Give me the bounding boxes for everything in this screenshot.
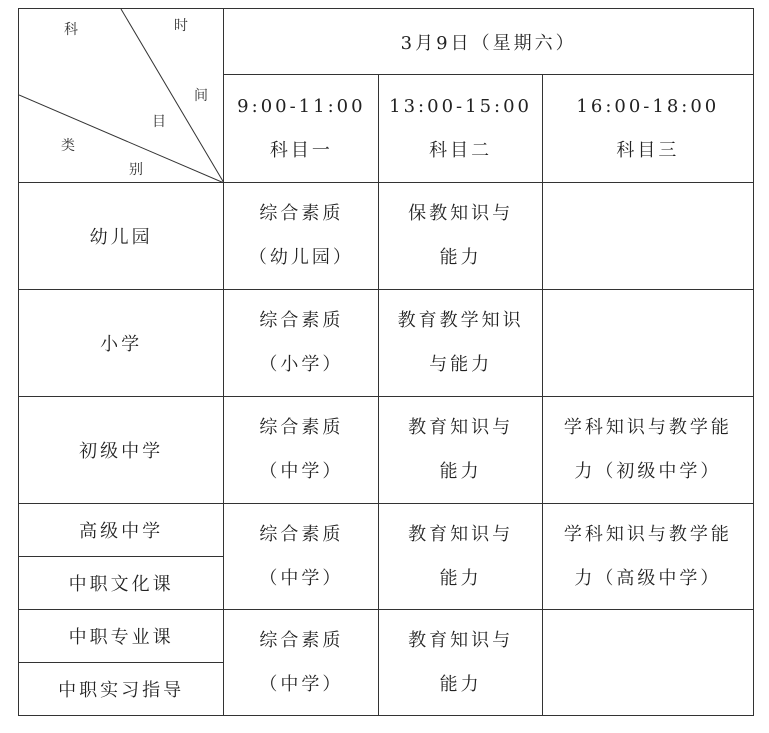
slot-1-subject: 科目一 <box>269 139 333 161</box>
kindergarten-subject-1 <box>224 183 379 290</box>
junior-subject-2 <box>379 397 542 504</box>
cell-line: 力（高级中学） <box>574 567 722 589</box>
corner-label-mu: 目 <box>152 114 166 130</box>
cell-line: 教育知识与 <box>408 417 514 438</box>
primary-subject-1 <box>224 290 379 397</box>
cell-line: 力（初级中学） <box>574 461 722 482</box>
cell-line: （中学） <box>259 673 344 695</box>
slot-2-time: 13:00-15:00 <box>389 95 532 117</box>
cell-line: 教育知识与 <box>408 523 514 545</box>
cell-line: 能力 <box>439 461 482 482</box>
corner-label-bie: 别 <box>129 162 143 178</box>
row-label-vocational-professional: 中职专业课 <box>19 610 224 663</box>
corner-label-shi: 时 <box>174 18 188 34</box>
row-label-vocational-practice: 中职实习指导 <box>19 663 224 716</box>
senior-subject-1 <box>224 504 379 610</box>
exam-schedule-table <box>18 8 754 716</box>
junior-subject-1 <box>224 397 379 504</box>
slot-1-header <box>224 75 379 183</box>
cell-line: 教育知识与 <box>408 629 514 651</box>
cell-line: （中学） <box>259 567 344 589</box>
cell-line: 综合素质 <box>259 417 344 438</box>
cell-line: 能力 <box>439 673 482 695</box>
corner-label-lei: 类 <box>61 138 75 154</box>
corner-label-ke: 科 <box>64 22 78 38</box>
slot-2-subject: 科目二 <box>429 139 493 161</box>
cell-line: 教育教学知识 <box>397 310 524 331</box>
slot-1-time: 9:00-11:00 <box>237 95 366 117</box>
vocational-subject-2 <box>379 610 542 716</box>
slot-3-header <box>542 75 753 183</box>
cell-line: 综合素质 <box>259 629 344 651</box>
cell-line: 学科知识与教学能 <box>563 523 732 545</box>
senior-subject-2 <box>379 504 542 610</box>
cell-line: 综合素质 <box>259 310 344 331</box>
vocational-subject-3-empty <box>542 610 753 716</box>
cell-line: （中学） <box>259 461 344 482</box>
kindergarten-subject-3-empty <box>542 183 753 290</box>
slot-3-subject: 科目三 <box>616 139 680 161</box>
row-label-primary: 小学 <box>19 290 224 397</box>
junior-subject-3 <box>542 397 753 504</box>
kindergarten-subject-2 <box>379 183 542 290</box>
row-label-senior-middle: 高级中学 <box>19 504 224 557</box>
cell-line: 能力 <box>439 247 482 268</box>
cell-line: 与能力 <box>429 354 493 375</box>
cell-line: （幼儿园） <box>248 247 354 268</box>
slot-2-header <box>379 75 542 183</box>
cell-line: 学科知识与教学能 <box>563 417 732 438</box>
row-label-vocational-culture: 中职文化课 <box>19 557 224 610</box>
header-corner-cell <box>19 9 224 183</box>
row-label-kindergarten: 幼儿园 <box>19 183 224 290</box>
cell-line: 综合素质 <box>259 523 344 545</box>
corner-label-jian: 间 <box>194 88 208 104</box>
cell-line: 综合素质 <box>259 203 344 224</box>
vocational-subject-1 <box>224 610 379 716</box>
cell-line: 保教知识与 <box>408 203 514 224</box>
cell-line: （小学） <box>259 354 344 375</box>
exam-date-cell: 3月9日（星期六） <box>224 9 754 75</box>
primary-subject-3-empty <box>542 290 753 397</box>
row-label-junior-middle: 初级中学 <box>19 397 224 504</box>
senior-subject-3 <box>542 504 753 610</box>
primary-subject-2 <box>379 290 542 397</box>
slot-3-time: 16:00-18:00 <box>576 95 720 117</box>
cell-line: 能力 <box>439 567 482 589</box>
